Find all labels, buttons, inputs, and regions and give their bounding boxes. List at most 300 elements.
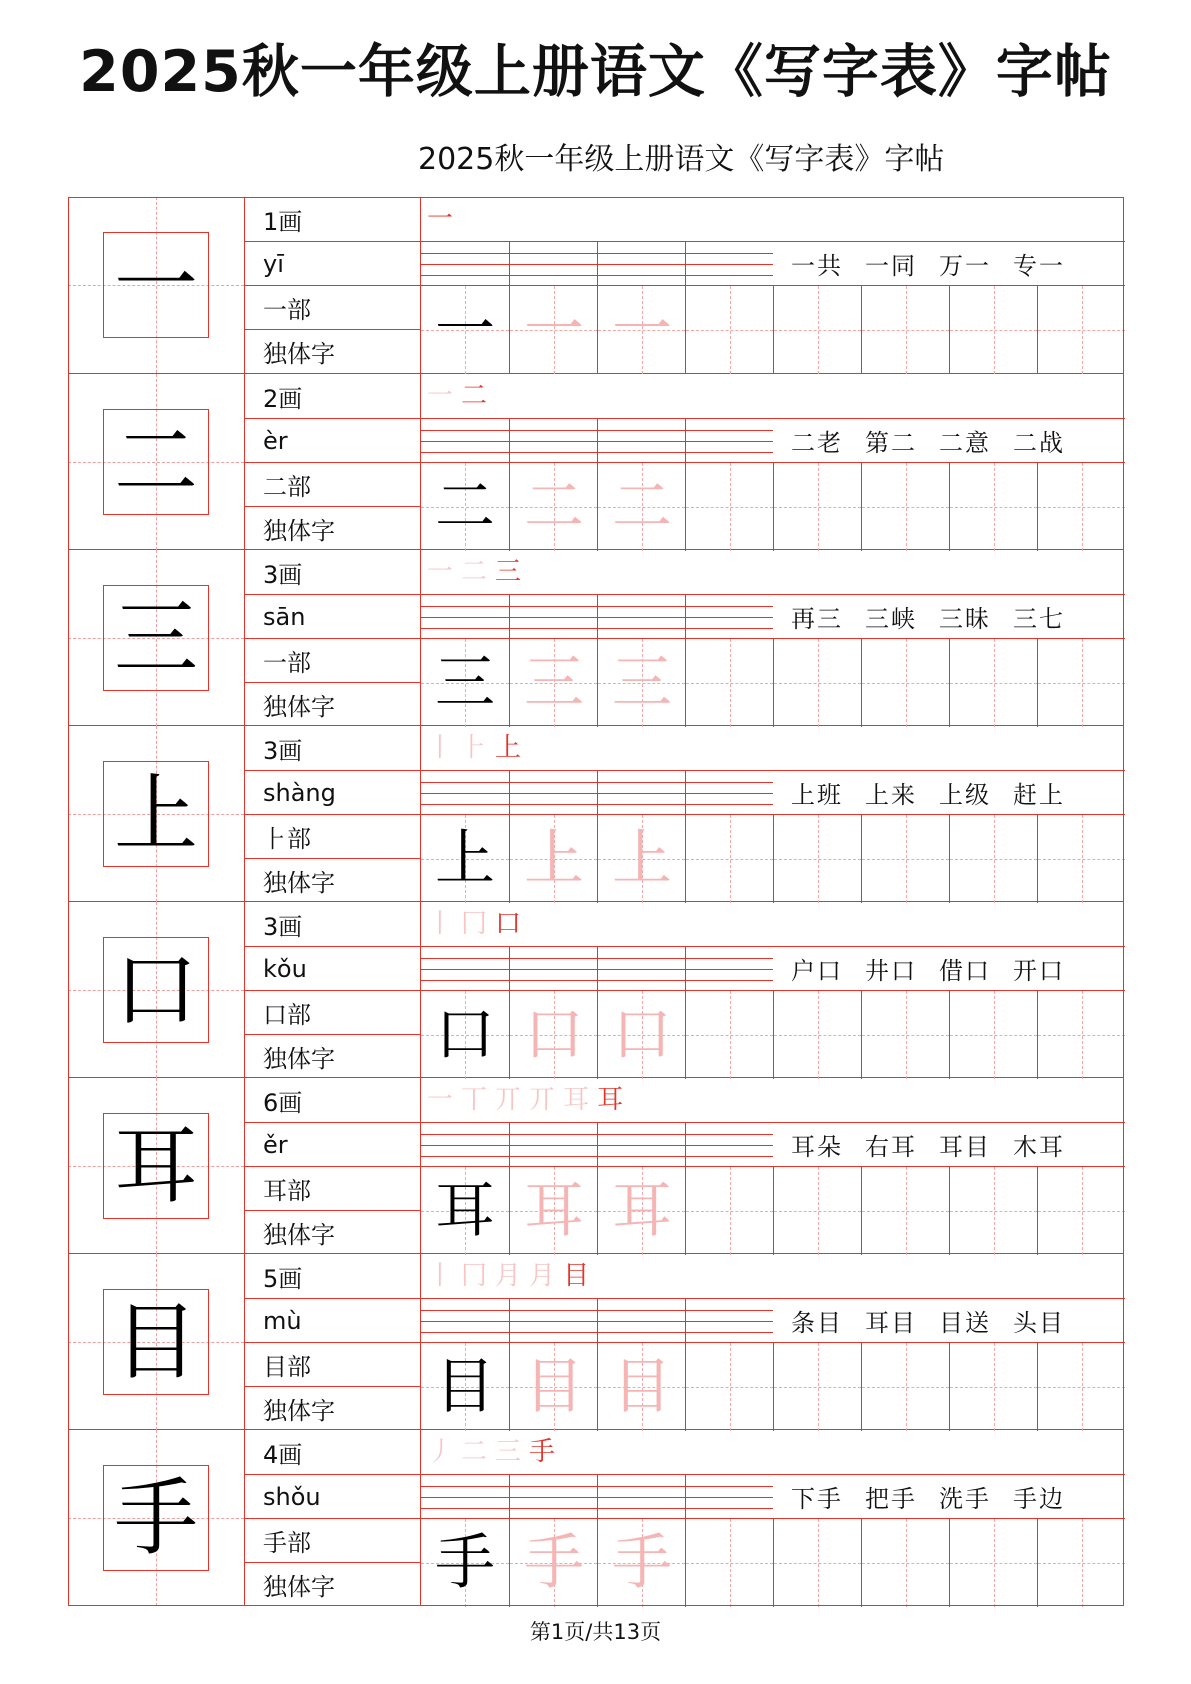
stroke-step: 三 — [495, 557, 522, 587]
guide-line — [730, 1167, 731, 1255]
writing-box[interactable] — [509, 639, 597, 727]
pinyin-writing-lines — [421, 1474, 773, 1518]
trace-character: 耳 — [612, 1176, 672, 1246]
stroke-order — [421, 197, 1125, 241]
example-word: 二战 — [1013, 429, 1065, 457]
radical: 目部 — [245, 1342, 421, 1386]
example-word: 下手 — [791, 1485, 843, 1513]
stroke-step: 目 — [563, 1261, 590, 1291]
writing-box[interactable] — [861, 1167, 949, 1255]
guide-line — [906, 286, 907, 374]
stroke-step: 口 — [495, 909, 522, 939]
writing-boxes — [421, 285, 1125, 373]
writing-box[interactable] — [773, 639, 861, 727]
pinyin-cell-divider — [685, 771, 686, 815]
model-character-cell — [68, 1078, 244, 1254]
trace-character: 目 — [524, 1352, 584, 1422]
writing-boxes — [421, 1166, 1125, 1254]
guide-line — [730, 815, 731, 903]
structure: 独体字 — [245, 1562, 421, 1606]
guide-line — [994, 463, 995, 551]
writing-box[interactable] — [949, 1167, 1037, 1255]
example-word: 三昧 — [939, 605, 991, 633]
guide-line — [994, 1167, 995, 1255]
pinyin: shàng — [245, 770, 421, 814]
trace-character: 三 — [524, 648, 584, 718]
writing-box[interactable] — [773, 1167, 861, 1255]
practice-area — [420, 726, 1124, 902]
character-info — [244, 1254, 420, 1430]
stroke-count: 1画 — [263, 207, 303, 236]
structure: 独体字 — [245, 1210, 421, 1254]
stroke-step: 耳 — [597, 1085, 624, 1115]
model-character: 手 — [113, 1469, 198, 1567]
writing-box[interactable] — [421, 639, 509, 727]
writing-box[interactable] — [949, 815, 1037, 903]
trace-character: 上 — [612, 824, 672, 894]
guide-line — [906, 991, 907, 1079]
guide-line — [730, 991, 731, 1079]
character-entry — [68, 373, 1124, 549]
practice-area — [420, 902, 1124, 1078]
character-entry — [68, 1429, 1124, 1605]
model-character: 二 — [113, 413, 198, 511]
pinyin-cell-divider — [597, 1299, 598, 1343]
writing-box[interactable] — [861, 991, 949, 1079]
example-word: 一同 — [865, 252, 917, 280]
model-character-cell — [68, 726, 244, 902]
writing-box[interactable] — [597, 639, 685, 727]
radical: 手部 — [245, 1518, 421, 1562]
writing-box[interactable] — [773, 1519, 861, 1607]
page-title: 2025秋一年级上册语文《写字表》字帖 — [79, 39, 1112, 105]
writing-box[interactable] — [421, 1519, 509, 1607]
writing-box[interactable] — [685, 639, 773, 727]
guide-line — [730, 286, 731, 374]
guide-line — [730, 1343, 731, 1431]
trace-character: 手 — [524, 1528, 584, 1598]
example-word: 木耳 — [1013, 1133, 1065, 1161]
stroke-step: 一 — [427, 204, 454, 234]
example-word: 一共 — [791, 252, 843, 280]
pinyin: kǒu — [245, 946, 421, 990]
character-entry — [68, 1077, 1124, 1253]
character-entry — [68, 1253, 1124, 1429]
pinyin-cell-divider — [597, 771, 598, 815]
pinyin-cell-divider — [597, 419, 598, 463]
pinyin-cell-divider — [509, 595, 510, 639]
example-word: 开口 — [1013, 957, 1065, 985]
example-word: 条目 — [791, 1309, 843, 1337]
stroke-order — [421, 902, 1125, 946]
structure: 独体字 — [245, 858, 421, 902]
practice-area — [420, 374, 1124, 550]
character-info — [244, 197, 420, 373]
stroke-step: 丌 — [529, 1085, 556, 1115]
example-word: 户口 — [791, 957, 843, 985]
writing-box[interactable] — [949, 1519, 1037, 1607]
example-word: 右耳 — [865, 1133, 917, 1161]
guide-line — [1082, 815, 1083, 903]
character-info — [244, 726, 420, 902]
guide-line — [906, 639, 907, 727]
guide-line — [1082, 991, 1083, 1079]
model-character-small: 二 — [435, 472, 495, 542]
pinyin-writing-lines — [421, 946, 773, 990]
stroke-order — [421, 1430, 1125, 1474]
stroke-step: 冂 — [461, 1261, 488, 1291]
guide-line — [818, 815, 819, 903]
example-words — [773, 594, 1125, 638]
stroke-count: 4画 — [263, 1440, 303, 1469]
stroke-step: 耳 — [563, 1085, 590, 1115]
trace-character: 一 — [524, 295, 584, 365]
pinyin-cell-divider — [597, 242, 598, 286]
pinyin: ěr — [245, 1122, 421, 1166]
model-character-small: 三 — [435, 648, 495, 718]
guide-line — [994, 286, 995, 374]
stroke-step: 三 — [495, 1437, 522, 1467]
guide-line — [1082, 1519, 1083, 1607]
character-info — [244, 902, 420, 1078]
model-character-small: 口 — [435, 1000, 495, 1070]
writing-box[interactable] — [685, 286, 773, 374]
writing-box[interactable] — [509, 463, 597, 551]
example-words — [773, 1122, 1125, 1166]
writing-box[interactable] — [773, 286, 861, 374]
character-entry — [68, 549, 1124, 725]
pinyin-cell-divider — [509, 1475, 510, 1519]
stroke-step: 上 — [495, 733, 522, 763]
stroke-order — [421, 1254, 1125, 1298]
trace-character: 二 — [612, 472, 672, 542]
model-character-cell — [68, 374, 244, 550]
stroke-step: 二 — [461, 557, 488, 587]
pinyin-cell-divider — [597, 1475, 598, 1519]
character-entry — [68, 197, 1124, 373]
writing-boxes — [421, 1518, 1125, 1606]
model-character-small: 耳 — [435, 1176, 495, 1246]
structure: 独体字 — [245, 329, 421, 373]
example-word: 二意 — [939, 429, 991, 457]
stroke-count: 6画 — [263, 1088, 303, 1117]
stroke-order — [421, 1078, 1125, 1122]
pinyin-writing-lines — [421, 1298, 773, 1342]
writing-boxes — [421, 990, 1125, 1078]
stroke-order — [421, 550, 1125, 594]
practice-area — [420, 550, 1124, 726]
writing-box[interactable] — [773, 815, 861, 903]
trace-character: 口 — [612, 1000, 672, 1070]
example-word: 耳目 — [865, 1309, 917, 1337]
stroke-order — [421, 726, 1125, 770]
writing-box[interactable] — [949, 1343, 1037, 1431]
example-word: 万一 — [939, 252, 991, 280]
stroke-step: 月 — [495, 1261, 522, 1291]
writing-box[interactable] — [949, 286, 1037, 374]
page-subtitle: 2025秋一年级上册语文《写字表》字帖 — [418, 142, 945, 177]
guide-line — [906, 1343, 907, 1431]
pinyin-cell-divider — [685, 1475, 686, 1519]
writing-box[interactable] — [861, 1343, 949, 1431]
character-info — [244, 550, 420, 726]
pinyin-cell-divider — [685, 242, 686, 286]
guide-line — [994, 1519, 995, 1607]
model-character: 耳 — [113, 1117, 198, 1215]
example-word: 专一 — [1013, 252, 1065, 280]
writing-box[interactable] — [1037, 815, 1125, 903]
writing-box[interactable] — [509, 286, 597, 374]
writing-box[interactable] — [509, 1343, 597, 1431]
writing-box[interactable] — [685, 815, 773, 903]
trace-character: 二 — [524, 472, 584, 542]
stroke-step: ⺊ — [461, 733, 488, 763]
model-character: 口 — [113, 941, 198, 1039]
character-info — [244, 374, 420, 550]
pinyin-cell-divider — [685, 947, 686, 991]
guide-line — [906, 1167, 907, 1255]
pinyin-cell-divider — [685, 1123, 686, 1167]
stroke-step: 丨 — [427, 1261, 454, 1291]
writing-boxes — [421, 638, 1125, 726]
example-word: 井口 — [865, 957, 917, 985]
example-word: 第二 — [865, 429, 917, 457]
trace-character: 上 — [524, 824, 584, 894]
structure: 独体字 — [245, 1386, 421, 1430]
radical: 口部 — [245, 990, 421, 1034]
pinyin-cell-divider — [685, 595, 686, 639]
writing-box[interactable] — [597, 286, 685, 374]
stroke-count: 3画 — [263, 560, 303, 589]
guide-line — [730, 463, 731, 551]
example-words — [773, 1298, 1125, 1342]
writing-boxes — [421, 814, 1125, 902]
pinyin: yī — [245, 241, 421, 285]
example-word: 目送 — [939, 1309, 991, 1337]
pinyin: shǒu — [245, 1474, 421, 1518]
pinyin-writing-lines — [421, 241, 773, 285]
page-number: 第1页/共13页 — [529, 1620, 662, 1644]
example-word: 上班 — [791, 781, 843, 809]
writing-box[interactable] — [949, 991, 1037, 1079]
example-word: 赶上 — [1013, 781, 1065, 809]
pinyin-cell-divider — [597, 947, 598, 991]
practice-area — [420, 1430, 1124, 1606]
writing-box[interactable] — [773, 463, 861, 551]
model-character-small: 目 — [435, 1352, 495, 1422]
stroke-step: 一 — [427, 1085, 454, 1115]
stroke-step: 丨 — [427, 733, 454, 763]
example-word: 洗手 — [939, 1485, 991, 1513]
writing-box[interactable] — [421, 815, 509, 903]
model-character-cell — [68, 197, 244, 373]
example-word: 借口 — [939, 957, 991, 985]
model-character: 三 — [113, 589, 198, 687]
trace-character: 三 — [612, 648, 672, 718]
example-words — [773, 770, 1125, 814]
writing-box[interactable] — [509, 991, 597, 1079]
writing-box[interactable] — [773, 991, 861, 1079]
guide-line — [1082, 463, 1083, 551]
writing-box[interactable] — [861, 286, 949, 374]
example-word: 上来 — [865, 781, 917, 809]
pinyin: mù — [245, 1298, 421, 1342]
guide-line — [906, 463, 907, 551]
writing-box[interactable] — [861, 1519, 949, 1607]
stroke-step: 一 — [427, 557, 454, 587]
stroke-step: 丿 — [427, 1437, 454, 1467]
writing-box[interactable] — [685, 991, 773, 1079]
example-word: 把手 — [865, 1485, 917, 1513]
trace-character: 耳 — [524, 1176, 584, 1246]
stroke-step: 丌 — [495, 1085, 522, 1115]
writing-box[interactable] — [685, 463, 773, 551]
writing-box[interactable] — [421, 286, 509, 374]
stroke-count: 2画 — [263, 384, 303, 413]
writing-box[interactable] — [1037, 286, 1125, 374]
writing-box[interactable] — [861, 815, 949, 903]
pinyin-writing-lines — [421, 770, 773, 814]
writing-box[interactable] — [597, 1167, 685, 1255]
writing-box[interactable] — [597, 463, 685, 551]
stroke-step: 丅 — [461, 1085, 488, 1115]
writing-box[interactable] — [597, 815, 685, 903]
stroke-step: 丨 — [427, 909, 454, 939]
writing-box[interactable] — [685, 1167, 773, 1255]
example-word: 头目 — [1013, 1309, 1065, 1337]
structure: 独体字 — [245, 506, 421, 550]
guide-line — [730, 639, 731, 727]
guide-line — [1082, 286, 1083, 374]
writing-box[interactable] — [685, 1519, 773, 1607]
stroke-step: 冂 — [461, 909, 488, 939]
model-character-small: 手 — [435, 1528, 495, 1598]
trace-character: 手 — [612, 1528, 672, 1598]
stroke-step: 二 — [461, 1437, 488, 1467]
model-character-cell — [68, 1254, 244, 1430]
pinyin-cell-divider — [597, 595, 598, 639]
guide-line — [730, 1519, 731, 1607]
writing-boxes — [421, 462, 1125, 550]
practice-area — [420, 1078, 1124, 1254]
guide-line — [1082, 639, 1083, 727]
model-character-cell — [68, 550, 244, 726]
guide-line — [1082, 1343, 1083, 1431]
example-word: 上级 — [939, 781, 991, 809]
guide-line — [906, 815, 907, 903]
writing-box[interactable] — [509, 1167, 597, 1255]
guide-line — [818, 1167, 819, 1255]
guide-line — [994, 639, 995, 727]
practice-area — [420, 1254, 1124, 1430]
example-word: 再三 — [791, 605, 843, 633]
writing-box[interactable] — [597, 991, 685, 1079]
practice-area — [420, 197, 1124, 373]
model-character: 目 — [113, 1293, 198, 1391]
guide-line — [818, 991, 819, 1079]
pinyin-cell-divider — [509, 1123, 510, 1167]
writing-box[interactable] — [861, 639, 949, 727]
pinyin-writing-lines — [421, 594, 773, 638]
writing-boxes — [421, 1342, 1125, 1430]
example-word: 手边 — [1013, 1485, 1065, 1513]
writing-box[interactable] — [509, 815, 597, 903]
pinyin-cell-divider — [509, 771, 510, 815]
stroke-count: 3画 — [263, 912, 303, 941]
guide-line — [818, 463, 819, 551]
stroke-step: 二 — [461, 381, 488, 411]
model-character: 上 — [113, 765, 198, 863]
writing-box[interactable] — [1037, 991, 1125, 1079]
radical: 耳部 — [245, 1166, 421, 1210]
pinyin-cell-divider — [509, 419, 510, 463]
example-word: 三峡 — [865, 605, 917, 633]
pinyin-cell-divider — [509, 242, 510, 286]
trace-character: 目 — [612, 1352, 672, 1422]
writing-box[interactable] — [949, 463, 1037, 551]
pinyin-cell-divider — [509, 947, 510, 991]
model-character: 一 — [113, 236, 198, 334]
radical: 一部 — [245, 638, 421, 682]
character-info — [244, 1078, 420, 1254]
guide-line — [818, 1343, 819, 1431]
writing-box[interactable] — [1037, 1167, 1125, 1255]
writing-box[interactable] — [509, 1519, 597, 1607]
example-words — [773, 241, 1125, 285]
writing-box[interactable] — [1037, 639, 1125, 727]
trace-character: 一 — [612, 295, 672, 365]
character-entry — [68, 725, 1124, 901]
writing-box[interactable] — [421, 1167, 509, 1255]
stroke-count: 3画 — [263, 736, 303, 765]
stroke-count: 5画 — [263, 1264, 303, 1293]
example-word: 二老 — [791, 429, 843, 457]
stroke-order — [421, 374, 1125, 418]
example-words — [773, 1474, 1125, 1518]
example-word: 三七 — [1013, 605, 1065, 633]
guide-line — [1082, 1167, 1083, 1255]
writing-box[interactable] — [685, 1343, 773, 1431]
stroke-step: 一 — [427, 381, 454, 411]
writing-box[interactable] — [949, 639, 1037, 727]
writing-box[interactable] — [773, 1343, 861, 1431]
model-character-cell — [68, 1430, 244, 1606]
model-character-cell — [68, 902, 244, 1078]
example-word: 耳目 — [939, 1133, 991, 1161]
writing-box[interactable] — [1037, 1343, 1125, 1431]
pinyin: èr — [245, 418, 421, 462]
writing-box[interactable] — [861, 463, 949, 551]
writing-box[interactable] — [421, 463, 509, 551]
writing-box[interactable] — [597, 1343, 685, 1431]
writing-box[interactable] — [597, 1519, 685, 1607]
writing-box[interactable] — [1037, 463, 1125, 551]
writing-box[interactable] — [421, 991, 509, 1079]
structure: 独体字 — [245, 1034, 421, 1078]
guide-line — [818, 1519, 819, 1607]
pinyin-cell-divider — [597, 1123, 598, 1167]
stroke-step: 月 — [529, 1261, 556, 1291]
radical: 二部 — [245, 462, 421, 506]
trace-character: 口 — [524, 1000, 584, 1070]
guide-line — [994, 815, 995, 903]
writing-box[interactable] — [1037, 1519, 1125, 1607]
stroke-step: 手 — [529, 1437, 556, 1467]
guide-line — [994, 991, 995, 1079]
writing-box[interactable] — [421, 1343, 509, 1431]
pinyin-writing-lines — [421, 418, 773, 462]
guide-line — [906, 1519, 907, 1607]
